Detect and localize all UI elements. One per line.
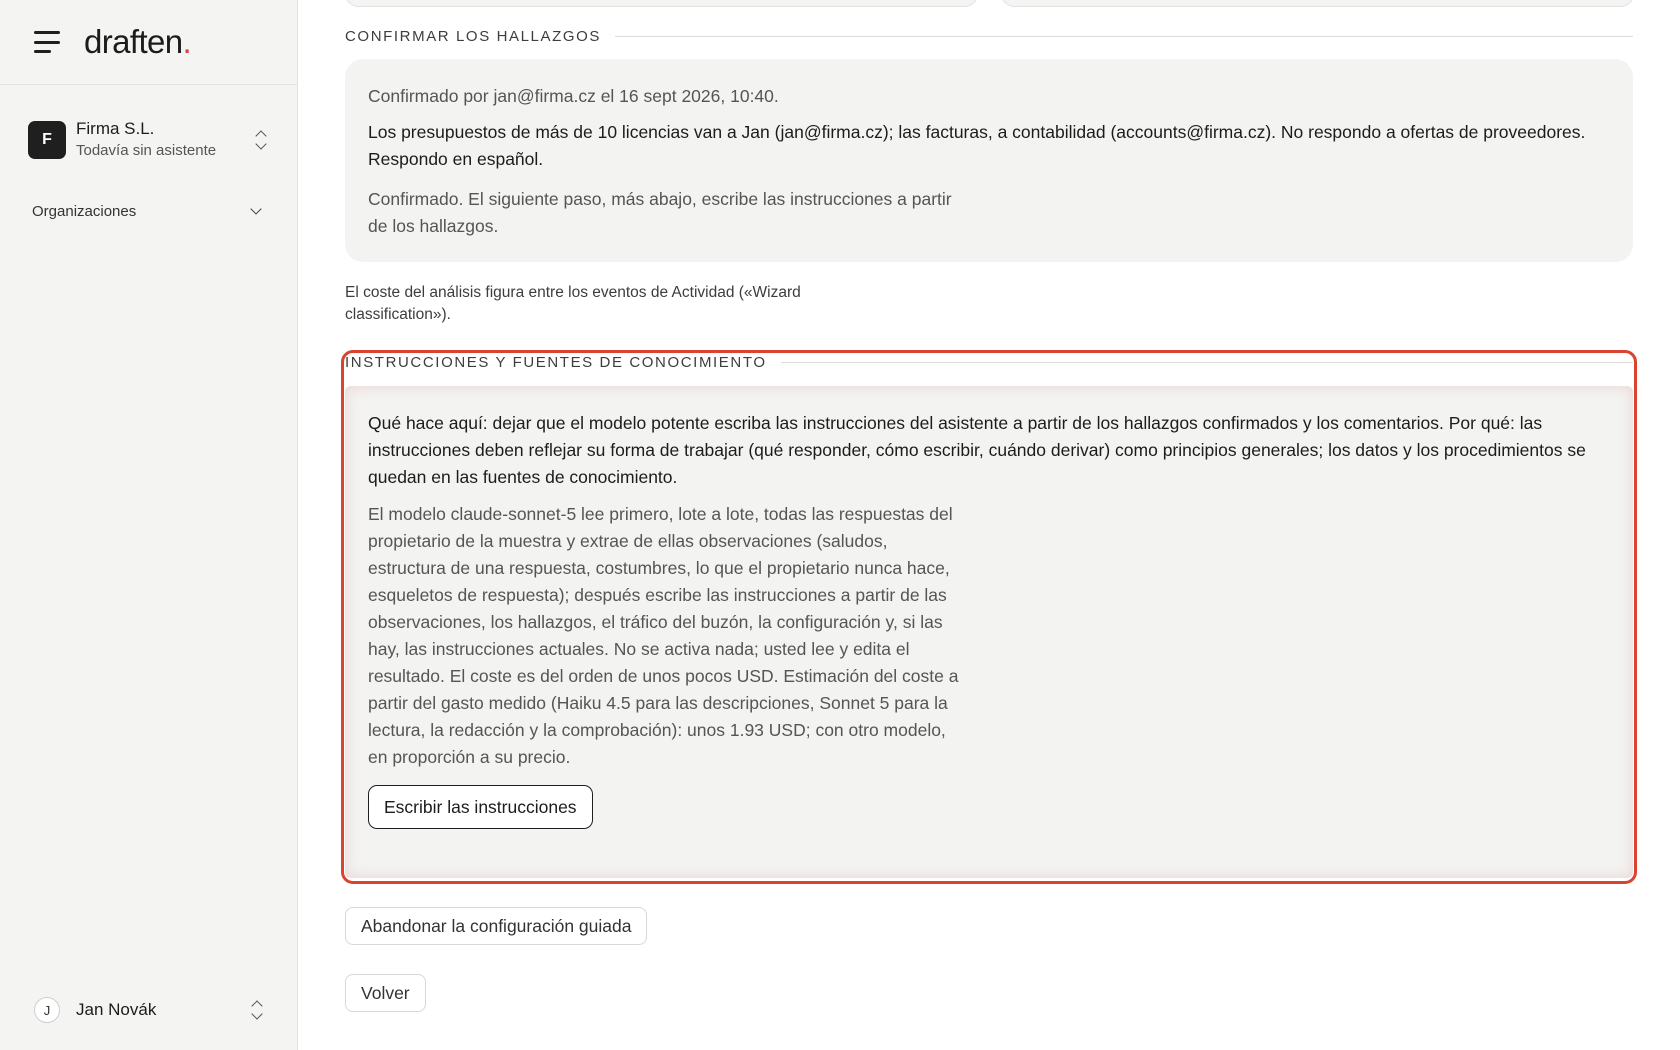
findings-section-title: CONFIRMAR LOS HALLAZGOS xyxy=(345,28,602,45)
findings-text: Los presupuestos de más de 10 licencias van a Jan (jan@firma.cz); las facturas, a contabilidad (accounts@firma.cz). No respondo a ofertas de proveedores. Respondo en español. xyxy=(368,122,1586,169)
organization-text xyxy=(76,118,254,162)
user-name: Jan Novák xyxy=(76,1000,157,1019)
user-avatar: J xyxy=(34,997,60,1023)
previous-card-right xyxy=(1001,0,1634,7)
previous-card-left xyxy=(345,0,978,7)
findings-section-header xyxy=(345,28,1633,45)
nav-item-organizations-label: Organizaciones xyxy=(32,202,137,220)
confirmed-meta: Confirmado por jan@firma.cz el 16 sept 2026, 10:40. xyxy=(368,86,779,106)
sidebar xyxy=(0,0,298,1050)
abandon-setup-button[interactable]: Abandonar la configuración guiada xyxy=(345,907,647,945)
chevron-down-icon xyxy=(250,203,261,214)
instructions-section-title: INSTRUCCIONES Y FUENTES DE CONOCIMIENTO xyxy=(345,354,767,371)
instructions-section-header xyxy=(345,354,1633,371)
organization-name: Firma S.L. xyxy=(76,119,155,138)
brand-logo[interactable] xyxy=(84,23,191,61)
brand-logo-dot: . xyxy=(182,23,192,60)
nav-item-organizations[interactable] xyxy=(32,198,266,224)
main-content xyxy=(345,0,1635,1050)
organization-switcher[interactable] xyxy=(28,116,272,164)
back-button[interactable]: Volver xyxy=(345,974,426,1012)
chevron-up-down-icon xyxy=(250,1000,264,1020)
section-divider xyxy=(615,36,1633,37)
brand-logo-text: draften xyxy=(84,23,183,60)
user-switcher[interactable] xyxy=(34,995,268,1025)
section-divider xyxy=(781,362,1633,363)
instructions-body: El modelo claude-sonnet-5 lee primero, lote a lote, todas las respuestas del propietario de la muestra y extrae de ellas observaciones (saludos, estructura de una respuesta, costumbres, lo que el propietario nunca hace, esqueletos de respuesta); después escribe las instrucciones a partir de las observaciones, los hallazgos, el tráfico del buzón, la configuración y, si las hay, las instrucciones actuales. No se activa nada; usted lee y edita el resultado. El coste es del orden de unos pocos USD. Estimación del coste a partir del gasto medido (Haiku 4.5 para las descripciones, Sonnet 5 para la lectura, la redacción y la comprobación): unos 1.93 USD; con otro modelo, en proporción a su precio. xyxy=(368,504,959,767)
instructions-card xyxy=(345,386,1633,878)
findings-card xyxy=(345,59,1633,262)
instructions-lead: Qué hace aquí: dejar que el modelo potente escriba las instrucciones del asistente a partir de los hallazgos confirmados y los comentarios. Por qué: las instrucciones deben reflejar su forma de trabajar (qué responder, cómo escribir, cuándo derivar) como principios generales; los datos y los procedimientos se quedan en las fuentes de conocimiento. xyxy=(368,413,1586,487)
organization-avatar: F xyxy=(28,121,66,159)
chevron-up-down-icon xyxy=(254,130,268,150)
write-instructions-button[interactable]: Escribir las instrucciones xyxy=(368,785,593,829)
next-step-note: Confirmado. El siguiente paso, más abajo, escribe las instrucciones a partir de los hallazgos. xyxy=(368,189,952,236)
brand-header xyxy=(0,0,297,85)
menu-icon[interactable] xyxy=(34,31,60,53)
cost-note: El coste del análisis figura entre los eventos de Actividad («Wizard classification»). xyxy=(345,284,801,323)
organization-subtitle: Todavía sin asistente xyxy=(76,142,217,159)
